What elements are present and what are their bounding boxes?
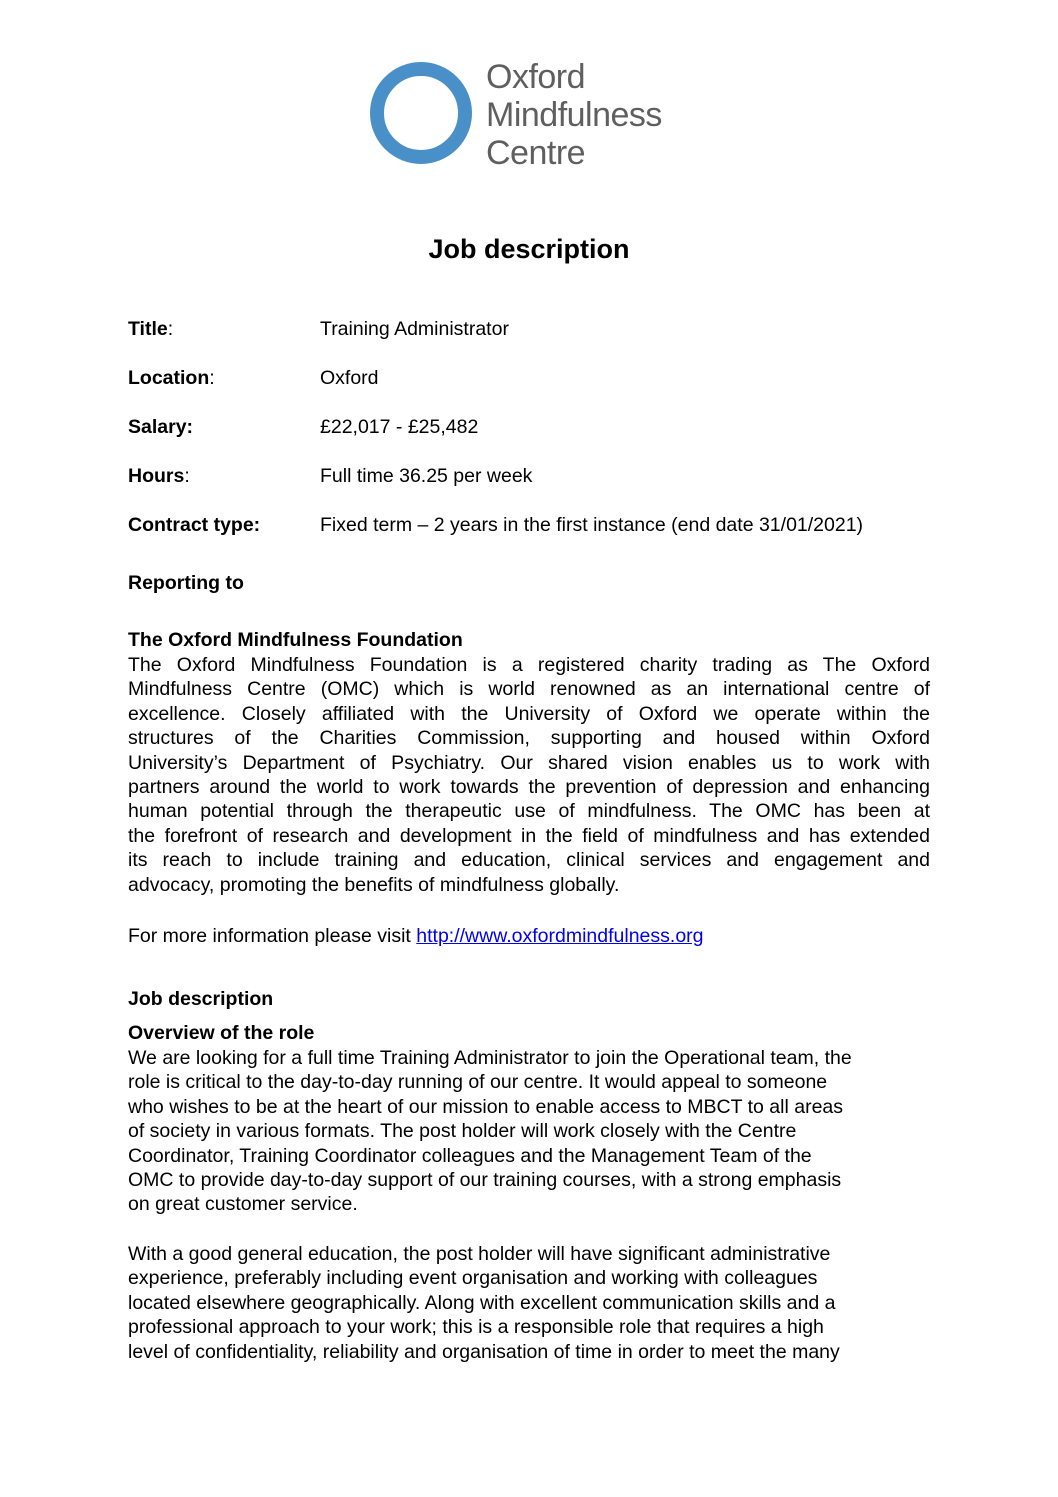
field-row-contract-type <box>128 512 948 538</box>
logo-line-1: Oxford <box>486 58 586 96</box>
paragraph-line: excellence. Closely affiliated with the University of Oxford we operate within the <box>128 702 930 725</box>
paragraph-line: OMC to provide day-to-day support of our training courses, with a strong emphasis <box>128 1169 842 1192</box>
paragraph-line: partners around the world to work towards the prevention of depression and enhancing <box>128 776 930 799</box>
paragraph-line: on great customer service. <box>128 1193 358 1216</box>
field-row-salary <box>128 414 948 440</box>
paragraph-line: advocacy, promoting the benefits of mindfulness globally. <box>128 873 620 896</box>
field-row-title <box>128 316 948 342</box>
field-value: Full time 36.25 per week <box>320 465 533 487</box>
paragraph-line: The Oxford Mindfulness Foundation is a registered charity trading as The Oxford <box>128 654 930 676</box>
paragraph-line: Coordinator, Training Coordinator colleagues and the Management Team of the <box>128 1144 812 1167</box>
paragraph-line: We are looking for a full time Training Administrator to join the Operational team, the <box>128 1047 852 1069</box>
logo-ring-icon <box>368 60 474 166</box>
logo-wordmark <box>486 58 662 172</box>
education-paragraph <box>128 1242 930 1364</box>
paragraph-line: human potential through the therapeutic use of mindfulness. The OMC has been at <box>128 800 930 823</box>
field-value: Training Administrator <box>320 318 509 340</box>
paragraph-line: professional approach to your work; this is a responsible role that requires a high <box>128 1316 824 1339</box>
paragraph-line: University’s Department of Psychiatry. Our shared vision enables us to work with <box>128 751 930 774</box>
reporting-to-heading: Reporting to <box>128 572 244 594</box>
paragraph-line: of society in various formats. The post holder will work closely with the Centre <box>128 1120 797 1143</box>
more-info-line <box>128 924 930 948</box>
foundation-paragraph <box>128 653 930 897</box>
field-label: Salary: <box>128 416 194 438</box>
field-row-location <box>128 365 948 391</box>
field-row-hours <box>128 463 948 489</box>
field-label: Location: <box>128 367 215 389</box>
field-value: £22,017 - £25,482 <box>320 416 479 438</box>
overview-paragraph <box>128 1046 930 1217</box>
paragraph-line: the forefront of research and development in the field of mindfulness and has extended <box>128 824 930 847</box>
field-value: Oxford <box>320 367 379 389</box>
job-description-heading: Job description <box>128 988 274 1010</box>
paragraph-line: located elsewhere geographically. Along with excellent communication skills and a <box>128 1291 836 1314</box>
paragraph-line: With a good general education, the post holder will have significant administrative <box>128 1243 831 1265</box>
paragraph-line: who wishes to be at the heart of our mission to enable access to MBCT to all areas <box>128 1095 844 1118</box>
field-label: Contract type: <box>128 514 261 536</box>
field-value: Fixed term – 2 years in the first instance (end date 31/01/2021) <box>320 514 864 536</box>
paragraph-line: Mindfulness Centre (OMC) which is world renowned as an international centre of <box>128 678 930 701</box>
field-label: Hours: <box>128 465 190 487</box>
logo-line-2: Mindfulness <box>486 96 662 134</box>
paragraph-line: role is critical to the day-to-day running of our centre. It would appeal to someone <box>128 1071 828 1094</box>
more-info-text: For more information please visit <box>128 925 417 947</box>
paragraph-line: level of confidentiality, reliability and organisation of time in order to meet the many <box>128 1340 840 1363</box>
document-title: Job description <box>428 234 630 264</box>
field-label: Title: <box>128 318 174 340</box>
foundation-heading: The Oxford Mindfulness Foundation <box>128 629 463 651</box>
oxford-mindfulness-centre-logo <box>368 58 698 172</box>
paragraph-line: structures of the Charities Commission, supporting and housed within Oxford <box>128 727 930 750</box>
paragraph-line: its reach to include training and education, clinical services and engagement and <box>128 849 930 872</box>
paragraph-line: experience, preferably including event organisation and working with colleagues <box>128 1267 818 1290</box>
overview-heading: Overview of the role <box>128 1022 315 1044</box>
website-link[interactable]: http://www.oxfordmindfulness.org <box>416 925 704 947</box>
logo-line-3: Centre <box>486 134 586 172</box>
